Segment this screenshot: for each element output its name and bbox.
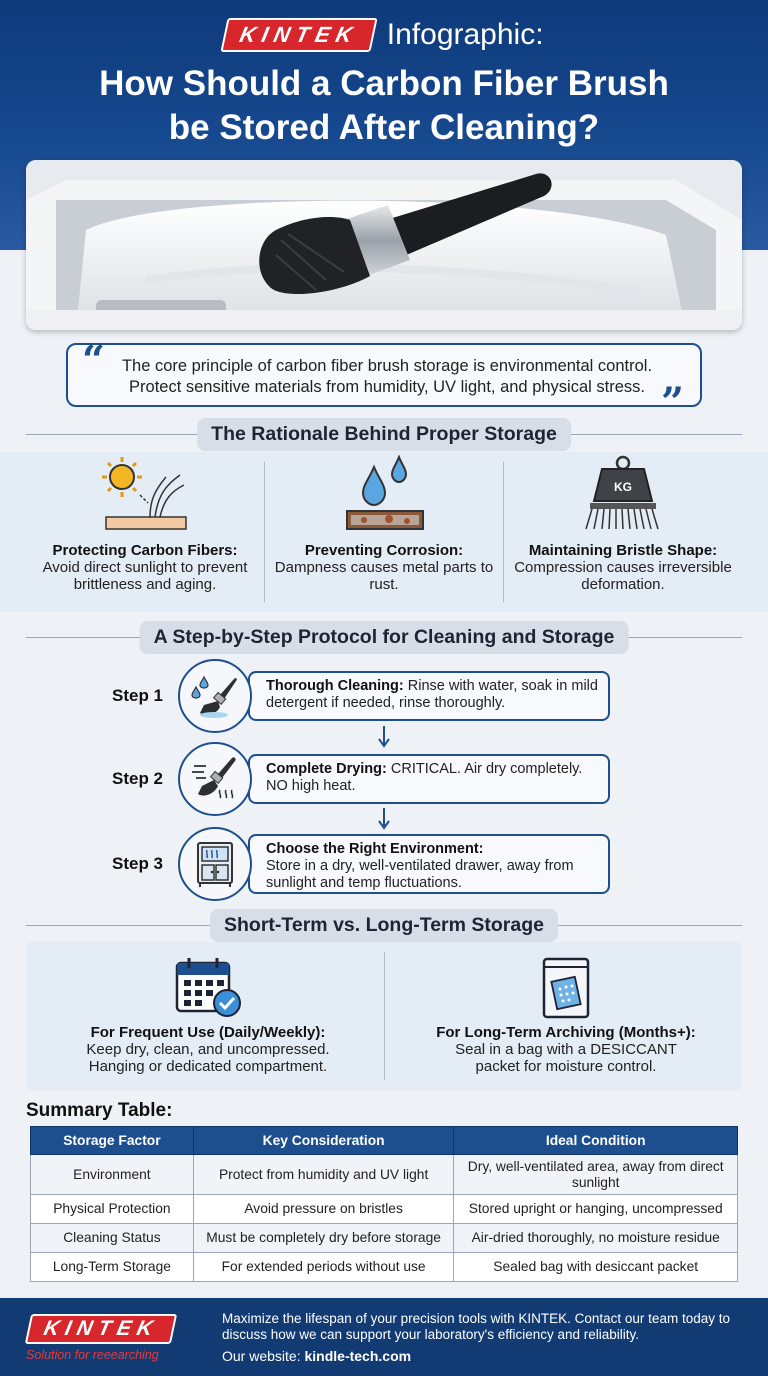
rationale-item-shape: [504, 452, 742, 593]
table-cell: Dry, well-ventilated area, away from direct sunlight: [454, 1155, 738, 1195]
arrow-down-icon: [376, 808, 392, 830]
table-cell: Air-dried thoroughly, no moisture residue: [454, 1224, 738, 1253]
rationale-title: Preventing Corrosion:: [304, 542, 464, 559]
column-header: Storage Factor: [31, 1127, 194, 1155]
storage-heading: Short-Term vs. Long-Term Storage: [210, 909, 558, 942]
footer: [0, 1298, 768, 1376]
rationale-desc: Dampness causes metal parts to rust.: [274, 559, 494, 593]
table-cell: Cleaning Status: [31, 1224, 194, 1253]
table-cell: Protect from humidity and UV light: [193, 1155, 454, 1195]
brand-line: [0, 18, 768, 52]
step-1-box: [248, 671, 610, 721]
rationale-desc: Compression causes irreversible deformation.: [514, 559, 732, 593]
step-3-label: Step 3: [112, 854, 164, 873]
table-row: [31, 1155, 738, 1195]
footer-website: [222, 1348, 411, 1364]
open-quote-icon: “: [82, 337, 106, 384]
storage-desc: Seal in a bag with a DESICCANT: [455, 1041, 677, 1058]
footer-tagline: Solution for reeearching: [26, 1348, 159, 1362]
footer-logo: [28, 1314, 174, 1344]
column-header: Key Consideration: [193, 1127, 454, 1155]
table-cell: Sealed bag with desiccant packet: [454, 1253, 738, 1282]
storage-desc: Hanging or dedicated compartment.: [88, 1058, 328, 1075]
brush-dry-icon: [178, 742, 252, 816]
summary-title: Summary Table:: [26, 1100, 173, 1121]
table-cell: Avoid pressure on bristles: [193, 1195, 454, 1224]
hero-illustration: [26, 160, 742, 330]
weight-on-bristles-icon: [504, 452, 742, 538]
table-cell: For extended periods without use: [193, 1253, 454, 1282]
website-link[interactable]: kindle-tech.com: [304, 1348, 412, 1364]
table-cell: Physical Protection: [31, 1195, 194, 1224]
step-desc: Rinse with water, soak in mild detergent if needed, rinse thoroughly.: [266, 678, 598, 711]
rationale-item-fibers: [26, 452, 264, 593]
table-cell: Must be completely dry before storage: [193, 1224, 454, 1253]
protocol-heading: A Step-by-Step Protocol for Cleaning and Storage: [140, 621, 629, 654]
table-cell: Long-Term Storage: [31, 1253, 194, 1282]
rationale-title: Protecting Carbon Fibers:: [52, 542, 238, 559]
cabinet-icon: [178, 827, 252, 901]
desiccant-bag-icon: [396, 952, 736, 1024]
step-title: Thorough Cleaning:: [266, 678, 404, 694]
page-title-line-1: How Should a Carbon Fiber Brush: [99, 64, 669, 103]
column-divider: [384, 952, 385, 1080]
rationale-item-corrosion: [265, 452, 503, 593]
table-row: [31, 1195, 738, 1224]
rationale-desc: Avoid direct sunlight to prevent brittleness and aging.: [42, 559, 248, 593]
step-2-box: [248, 754, 610, 804]
brush-wash-icon: [178, 659, 252, 733]
core-principle-quote: [66, 337, 702, 426]
step-2-label: Step 2: [112, 769, 164, 788]
page-title: [0, 62, 768, 150]
calendar-check-icon: [38, 952, 378, 1024]
table-row: [31, 1224, 738, 1253]
water-drops-rust-icon: [265, 452, 503, 538]
storage-title: For Long-Term Archiving (Months+):: [436, 1024, 696, 1041]
table-row: [31, 1253, 738, 1282]
step-1-label: Step 1: [112, 686, 164, 705]
footer-text: Maximize the lifespan of your precision tools with KINTEK. Contact our team today to discuss how we can support your laboratory's efficiency and reliability.: [222, 1311, 730, 1342]
storage-desc: packet for moisture control.: [475, 1058, 657, 1075]
storage-desc: Keep dry, clean, and uncompressed.: [86, 1041, 330, 1058]
arrow-down-icon: [376, 726, 392, 748]
storage-title: For Frequent Use (Daily/Weekly):: [90, 1024, 326, 1041]
step-desc: CRITICAL. Air dry completely. NO high heat.: [266, 761, 583, 794]
rationale-title: Maintaining Bristle Shape:: [528, 542, 718, 559]
table-cell: Stored upright or hanging, uncompressed: [454, 1195, 738, 1224]
table-cell: Environment: [31, 1155, 194, 1195]
kintek-logo: KINTEK: [25, 1314, 178, 1344]
step-3-box: [248, 834, 610, 894]
website-label: Our website:: [222, 1348, 301, 1364]
summary-table: [30, 1126, 738, 1282]
sun-fiber-icon: [26, 452, 264, 538]
rationale-heading: The Rationale Behind Proper Storage: [197, 418, 571, 451]
step-title: Choose the Right Environment:: [266, 841, 484, 857]
brush-in-drawer-image: [26, 160, 742, 330]
step-title: Complete Drying:: [266, 761, 387, 777]
infographic-label: Infographic:: [386, 18, 544, 51]
page-title-line-2: be Stored After Cleaning?: [168, 108, 600, 147]
table-header-row: [31, 1127, 738, 1155]
step-desc: Store in a dry, well-ventilated drawer, away from sunlight and temp fluctuations.: [266, 858, 574, 891]
storage-item-long-term: [396, 952, 736, 1075]
storage-item-short-term: [38, 952, 378, 1075]
kintek-logo: KINTEK: [221, 18, 378, 52]
column-header: Ideal Condition: [454, 1127, 738, 1155]
close-quote-icon: ”: [660, 379, 684, 426]
weight-label: KG: [614, 480, 632, 494]
quote-text: The core principle of carbon fiber brush storage is environmental control. Protect sensitive materials from humidity, UV light, and physical stress.: [121, 357, 653, 396]
